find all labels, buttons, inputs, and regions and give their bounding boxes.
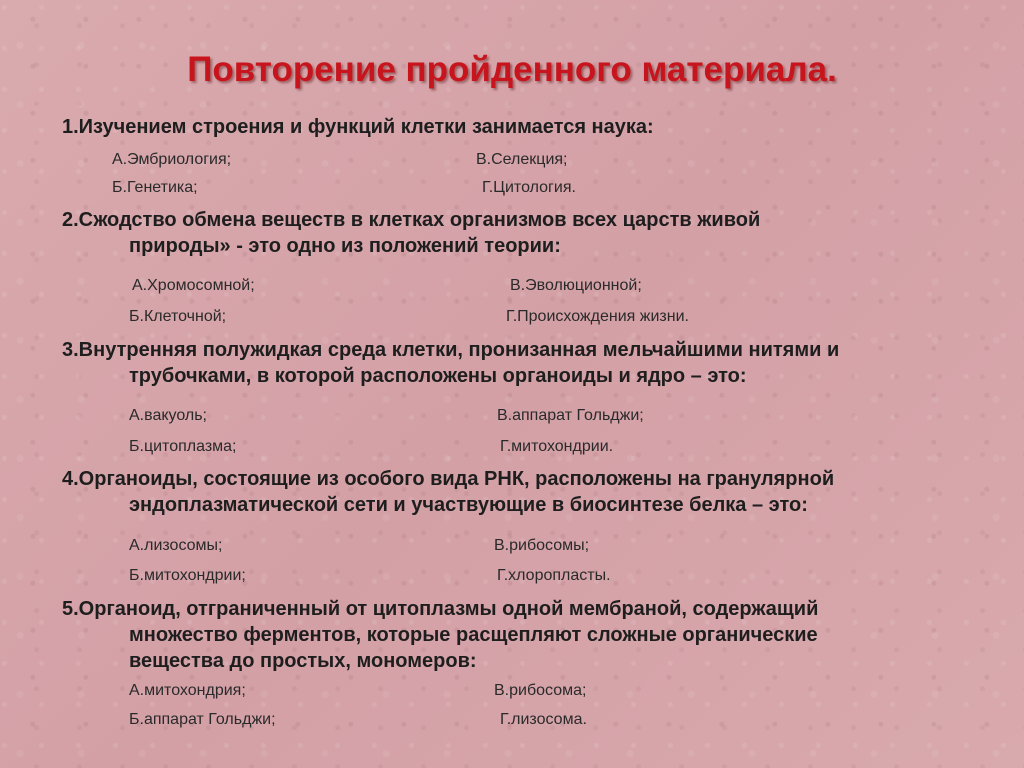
question-1-option-b: Б.Генетика; xyxy=(112,179,198,196)
question-4-option-b: Б.митохондрии; xyxy=(129,567,246,584)
question-3-text-line1: 3.Внутренняя полужидкая среда клетки, пронизанная мельчайшими нитями и xyxy=(62,339,840,361)
question-2-option-a: А.Хромосомной; xyxy=(132,277,255,294)
question-4-text-line1: 4.Органоиды, состоящие из особого вида РНК, расположены на гранулярной xyxy=(62,468,835,490)
question-3-option-a: А.вакуоль; xyxy=(129,407,207,424)
slide-title: Повторение пройденного материала. xyxy=(187,50,837,89)
question-5-option-b: Б.аппарат Гольджи; xyxy=(129,711,276,728)
question-4-option-v: В.рибосомы; xyxy=(494,537,590,554)
question-2-text-line2: природы» - это одно из положений теории: xyxy=(129,235,561,257)
question-4-text-line2: эндоплазматической сети и участвующие в биосинтезе белка – это: xyxy=(129,494,808,516)
question-5-text-line3: вещества до простых, мономеров: xyxy=(129,650,477,672)
question-3-option-v: В.аппарат Гольджи; xyxy=(497,407,644,424)
question-2-text-line1: 2.Сжодство обмена веществ в клетках организмов всех царств живой xyxy=(62,209,761,231)
question-2-option-b: Б.Клеточной; xyxy=(129,308,227,325)
question-3-text-line2: трубочками, в которой расположены органоиды и ядро – это: xyxy=(129,365,747,387)
question-4-option-a: А.лизосомы; xyxy=(129,537,223,554)
question-3 xyxy=(62,337,839,389)
question-5-text-line1: 5.Органоид, отграниченный от цитоплазмы одной мембраной, содержащий xyxy=(62,598,819,620)
question-5-text-line2: множество ферментов, которые расщепляют сложные органические xyxy=(129,624,818,646)
question-2 xyxy=(62,207,760,259)
question-4-option-g: Г.хлоропласты. xyxy=(497,567,611,584)
question-1 xyxy=(62,114,654,140)
question-5-option-a: А.митохондрия; xyxy=(129,682,246,699)
question-5-option-v: В.рибосома; xyxy=(494,682,587,699)
question-5 xyxy=(62,596,818,674)
question-3-option-g: Г.митохондрии. xyxy=(500,438,614,455)
question-2-option-g: Г.Происхождения жизни. xyxy=(506,308,689,325)
question-3-option-b: Б.цитоплазма; xyxy=(129,438,237,455)
question-1-text: 1.Изучением строения и функций клетки занимается наука: xyxy=(62,116,654,138)
question-1-option-v: В.Селекция; xyxy=(476,151,568,168)
question-5-option-g: Г.лизосома. xyxy=(500,711,587,728)
question-1-option-g: Г.Цитология. xyxy=(482,179,576,196)
question-4 xyxy=(62,466,834,518)
question-2-option-v: В.Эволюционной; xyxy=(510,277,642,294)
question-1-option-a: А.Эмбриология; xyxy=(112,151,232,168)
